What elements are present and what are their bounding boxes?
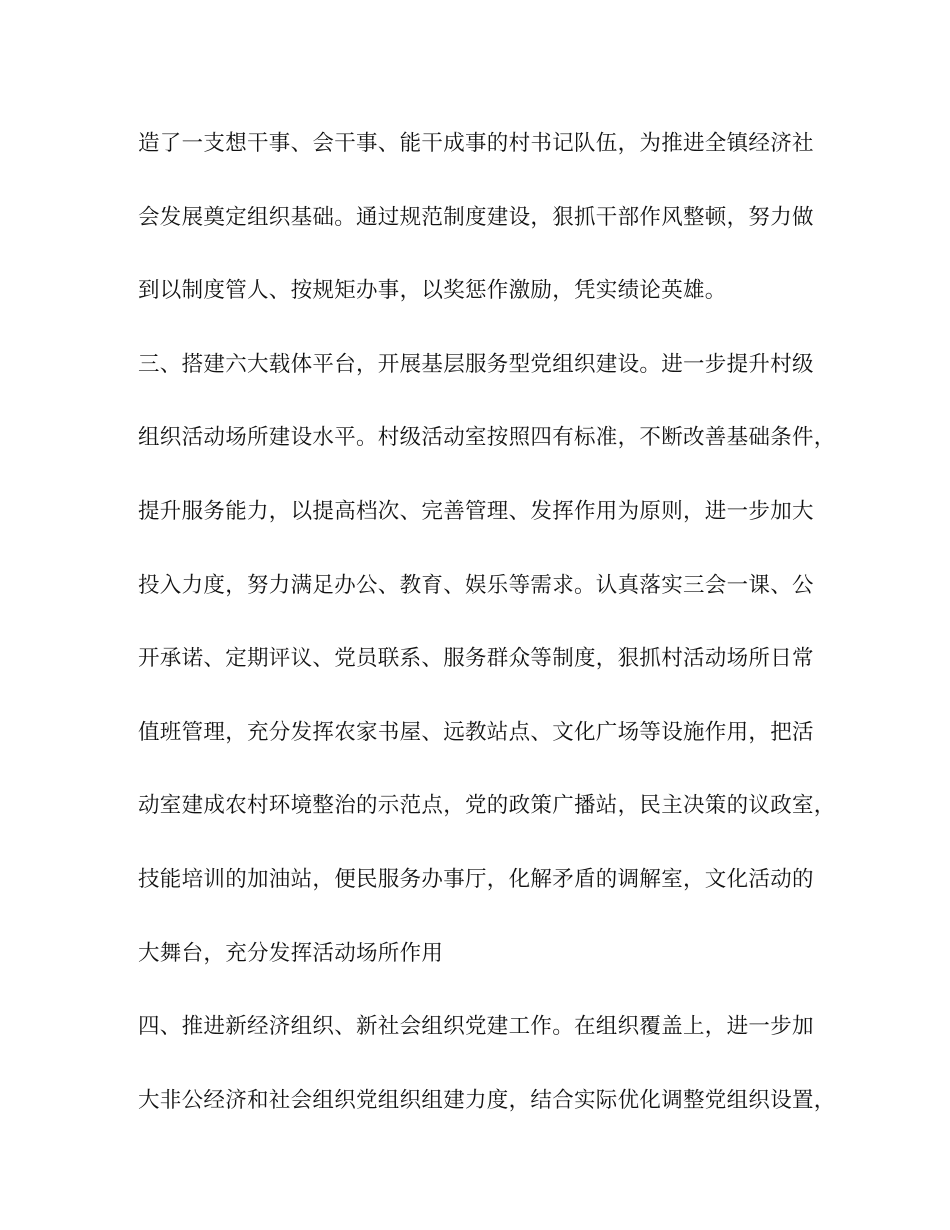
text-line: 会发展奠定组织基础。通过规范制度建设，狠抓干部作风整顿，努力做 bbox=[138, 204, 814, 230]
text-line: 开承诺、定期评议、党员联系、服务群众等制度，狠抓村活动场所日常 bbox=[138, 646, 814, 672]
text-line: 技能培训的加油站，便民服务办事厅，化解矛盾的调解室，文化活动的 bbox=[138, 866, 814, 892]
text-line: 动室建成农村环境整治的示范点，党的政策广播站，民主决策的议政室， bbox=[138, 793, 836, 819]
document-body bbox=[138, 126, 838, 1156]
text-line: 三、搭建六大载体平台，开展基层服务型党组织建设。进一步提升村级 bbox=[138, 351, 814, 377]
text-line: 四、推进新经济组织、新社会组织党建工作。在组织覆盖上，进一步加 bbox=[138, 1014, 814, 1040]
text-line: 大非公经济和社会组织党组织组建力度，结合实际优化调整党组织设置， bbox=[138, 1087, 836, 1113]
text-line: 投入力度，努力满足办公、教育、娱乐等需求。认真落实三会一课、公 bbox=[138, 572, 814, 598]
text-line: 提升服务能力，以提高档次、完善管理、发挥作用为原则，进一步加大 bbox=[138, 498, 814, 524]
text-line: 值班管理，充分发挥农家书屋、远教站点、文化广场等设施作用，把活 bbox=[138, 719, 814, 745]
text-line: 组织活动场所建设水平。村级活动室按照四有标准，不断改善基础条件， bbox=[138, 425, 836, 451]
text-line: 造了一支想干事、会干事、能干成事的村书记队伍，为推进全镇经济社 bbox=[138, 131, 814, 156]
text-line: 到以制度管人、按规矩办事，以奖惩作激励，凭实绩论英雄。 bbox=[138, 278, 727, 304]
text-line: 大舞台，充分发挥活动场所作用 bbox=[138, 940, 444, 966]
